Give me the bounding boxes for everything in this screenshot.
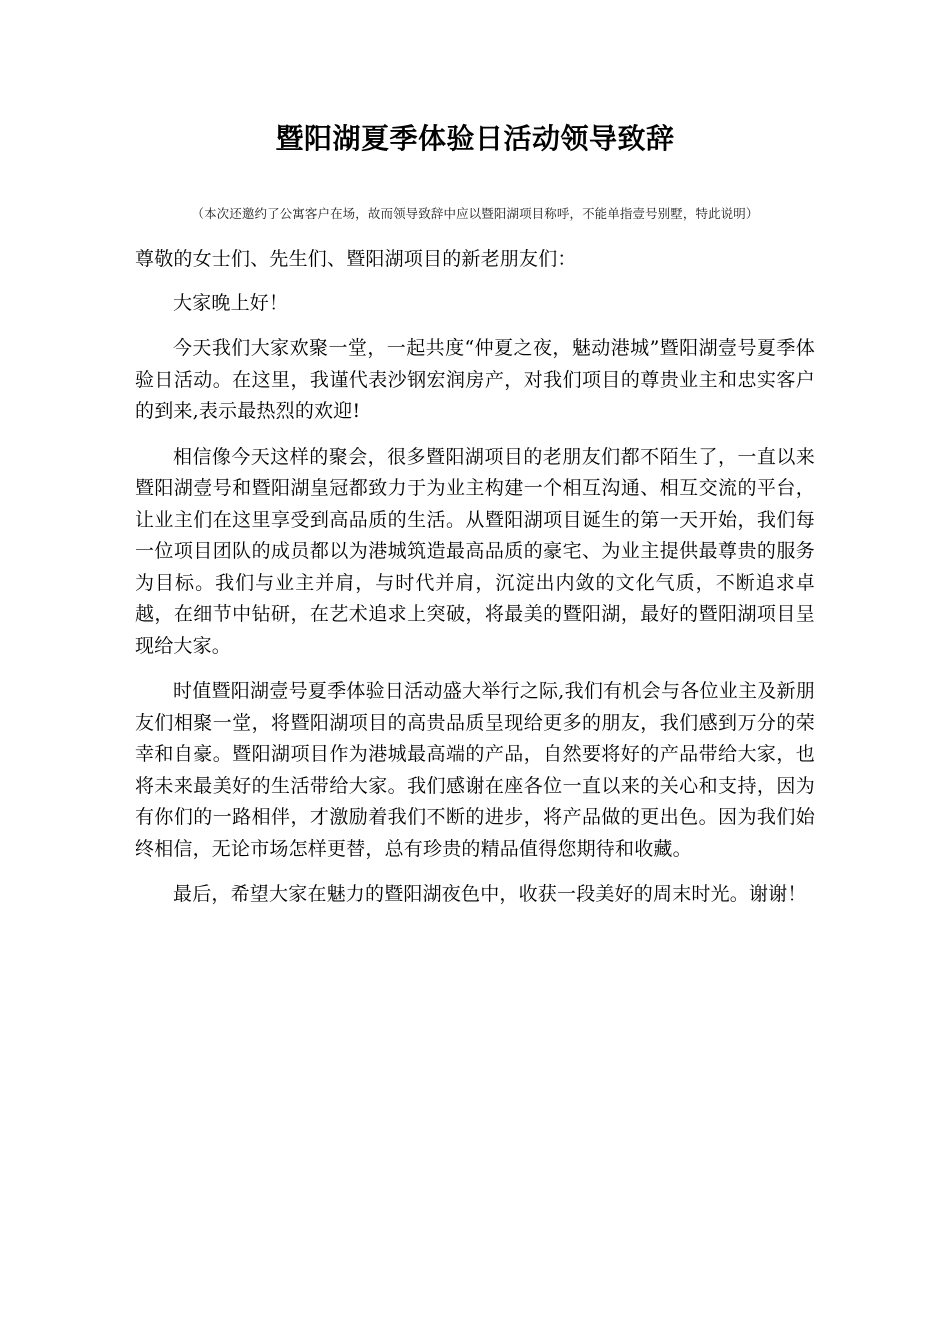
paragraph-closing: 最后，希望大家在魅力的暨阳湖夜色中，收获一段美好的周末时光。谢谢！ [173, 883, 807, 905]
editorial-note: （本次还邀约了公寓客户在场，故而领导致辞中应以暨阳湖项目称呼，不能单指壹号别墅，特此说明） [191, 206, 759, 221]
paragraph-welcome: 今天我们大家欢聚一堂，一起共度“仲夏之夜，魅动港城”暨阳湖壹号夏季体验日活动。在这里，我谨代表沙钢宏润房产，对我们项目的尊贵业主和忠实客户的到来,表示最热烈的欢迎! [135, 337, 815, 422]
page-title: 暨阳湖夏季体验日活动领导致辞 [275, 122, 675, 155]
paragraph-project-history: 相信像今天这样的聚会，很多暨阳湖项目的老朋友们都不陌生了，一直以来暨阳湖壹号和暨阳湖皇冠都致力于为业主构建一个相互沟通、相互交流的平台，让业主们在这里享受到高品质的生活。从暨阳湖项目诞生的第一天开始，我们每一位项目团队的成员都以为港城筑造最高品质的豪宅、为业主提供最尊贵的服务为目标。我们与业主并肩，与时代并肩，沉淀出内敛的文化气质，不断追求卓越，在细节中钻研，在艺术追求上突破，将最美的暨阳湖，最好的暨阳湖项目呈现给大家。 [135, 445, 815, 657]
salutation-line: 尊敬的女士们、先生们、暨阳湖项目的新老朋友们： [135, 248, 577, 270]
paragraph-gratitude: 时值暨阳湖壹号夏季体验日活动盛大举行之际,我们有机会与各位业主及新朋友们相聚一堂，将暨阳湖项目的高贵品质呈现给更多的朋友，我们感到万分的荣幸和自豪。暨阳湖项目作为港城最高端的产品，自然要将好的产品带给大家，也将未来最美好的生活带给大家。我们感谢在座各位一直以来的关心和支持，因为有你们的一路相伴，才激励着我们不断的进步，将产品做的更出色。因为我们始终相信，无论市场怎样更替，总有珍贵的精品值得您期待和收藏。 [135, 680, 815, 860]
document-body [135, 0, 815, 951]
paragraph-greeting: 大家晚上好！ [173, 291, 289, 314]
